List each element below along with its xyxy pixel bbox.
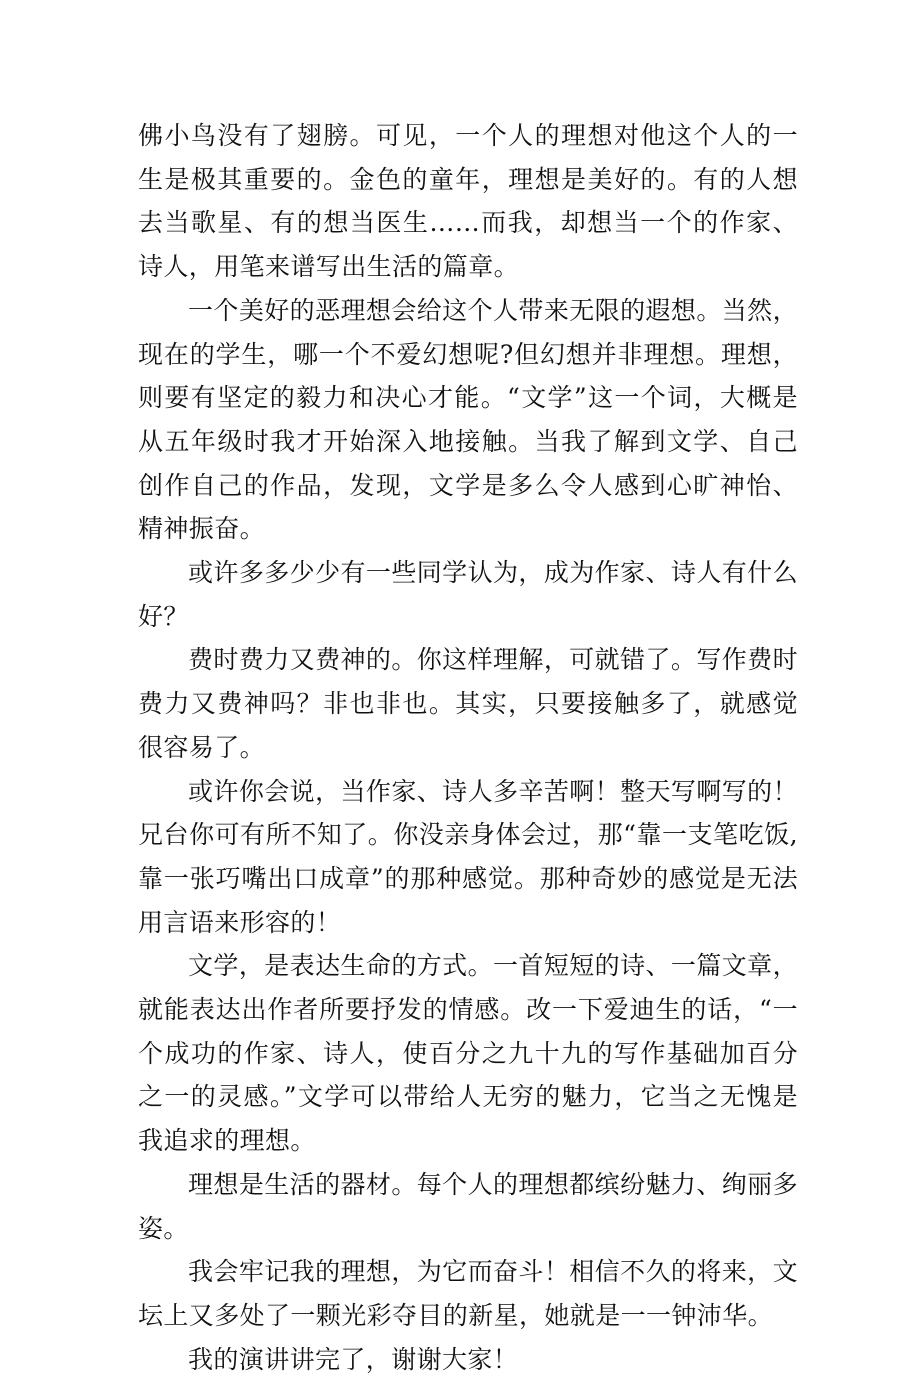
paragraph: 或许你会说，当作家、诗人多辛苦啊！整天写啊写的！兄台你可有所不知了。你没亲身体会过，那“靠一支笔吃饭,靠一张巧嘴出口成章”的那种感觉。那种奇妙的感觉是无法用言语来形容的！ (138, 776, 798, 937)
paragraph: 理想是生活的器材。每个人的理想都缤纷魅力、绚丽多姿。 (138, 1169, 798, 1243)
paragraph: 或许多多少少有一些同学认为，成为作家、诗人有什么好？ (138, 558, 798, 631)
paragraph: 我会牢记我的理想，为它而奋斗！相信不久的将来，文坛上又多处了一颗光彩夺目的新星，她就是一一钟沛华。 (138, 1257, 798, 1330)
paragraph-continuation: 佛小鸟没有了翅膀。可见，一个人的理想对他这个人的一生是极其重要的。金色的童年，理想是美好的。有的人想去当歌星、有的想当医生……而我，却想当一个的作家、诗人，用笔来谱写出生活的篇章。 (138, 121, 798, 282)
paragraph-closing: 我的演讲讲完了，谢谢大家！ (188, 1344, 519, 1374)
speech-text (138, 114, 798, 1381)
paragraph: 费时费力又费神的。你这样理解，可就错了。写作费时费力又费神吗？非也非也。其实，只要接触多了，就感觉很容易了。 (138, 645, 798, 762)
paragraph: 一个美好的恶理想会给这个人带来无限的遐想。当然，现在的学生，哪一个不爱幻想呢?但幻想并非理想。理想，则要有坚定的毅力和决心才能。“文学”这一个词，大概是从五年级时我才开始深入地接触。当我了解到文学、自己创作自己的作品，发现，文学是多么令人感到心旷神怡、精神振奋。 (138, 295, 798, 544)
paragraph: 文学，是表达生命的方式。一首短短的诗、一篇文章，就能表达出作者所要抒发的情感。改一下爱迪生的话，“一个成功的作家、诗人，使百分之九十九的写作基础加百分之一的灵感。”文学可以带给人无穷的魅力，它当之无愧是我追求的理想。 (138, 951, 798, 1156)
